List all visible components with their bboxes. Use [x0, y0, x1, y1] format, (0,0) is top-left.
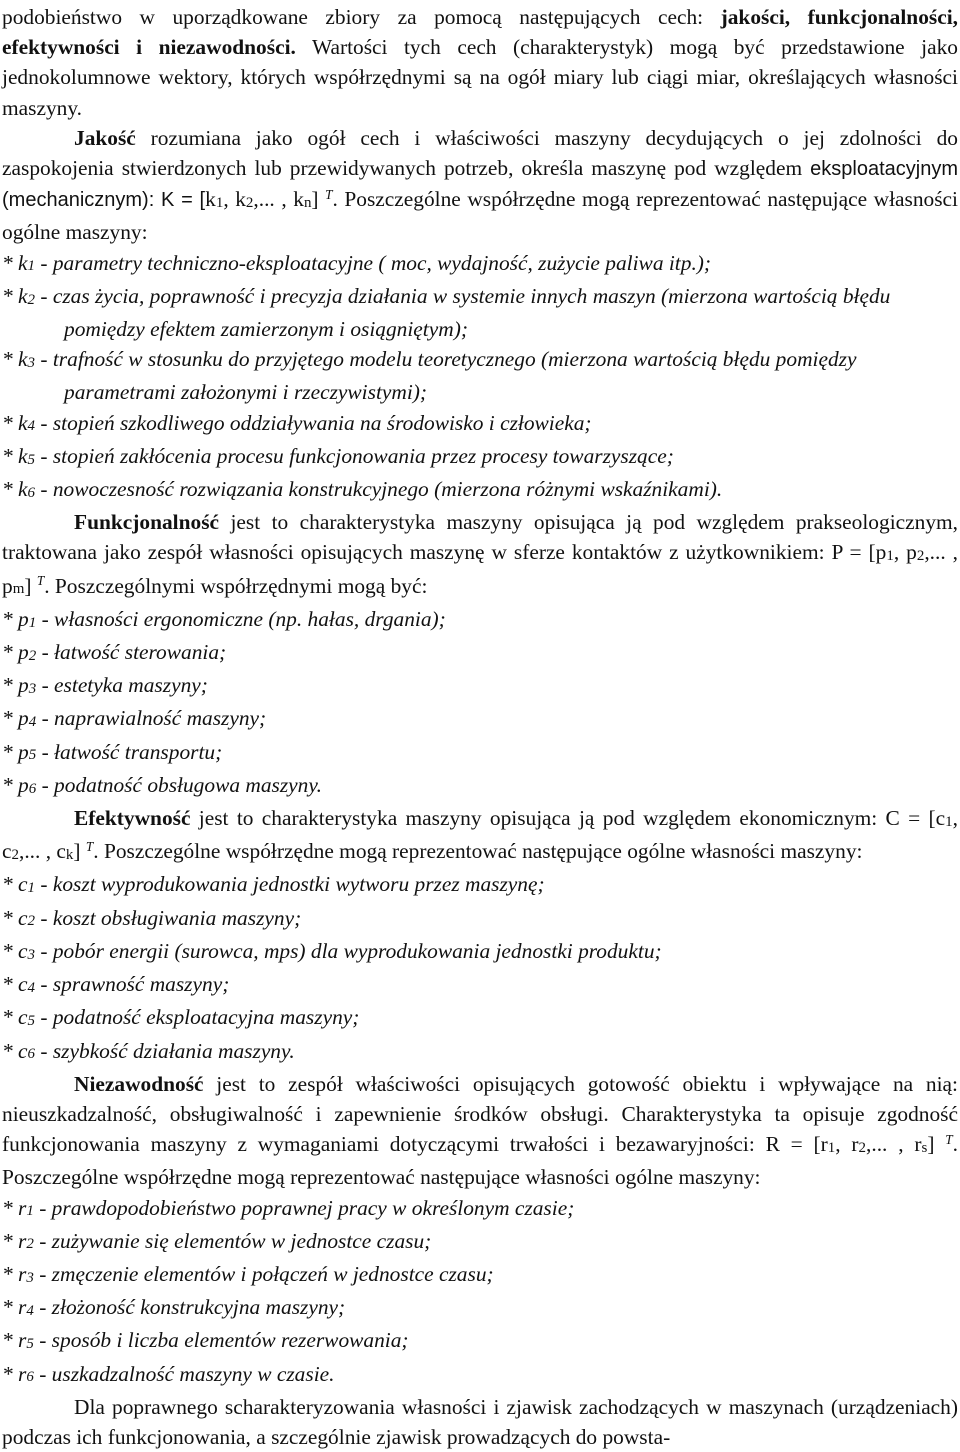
list-item: [2, 1193, 958, 1226]
list-item: [2, 936, 958, 969]
list-item: [2, 604, 958, 637]
efficiency-text-end: . Poszczególne współrzędne mogą reprezentować następujące ogólne własności maszyny:: [93, 839, 863, 864]
reliability-text-end: . Poszczególne współrzędne mogą reprezentować następujące własności ogólne maszyny:: [2, 1132, 958, 1190]
list-item-text: - sposób i liczba elementów rezerwowania;: [33, 1328, 409, 1353]
formula-part: ,... , r: [866, 1132, 922, 1157]
list-item-index: 6: [28, 780, 37, 797]
list-item-symbol: * p: [2, 606, 29, 631]
formula-transpose: T: [325, 186, 333, 202]
reliability-formula: [821, 1132, 953, 1156]
reliability-term: Niezawodność: [74, 1071, 204, 1096]
list-item-text: - koszt obsługiwania maszyny;: [35, 905, 302, 930]
intro-bold-features: jakości, funkcjonalności, efektywności i niezawodności.: [2, 5, 959, 60]
reliability-paragraph: [2, 1069, 958, 1193]
formula-index: 1: [945, 813, 953, 830]
list-item-text: - nowoczesność rozwiązania konstrukcyjnego (mierzona różnymi wskaźnikami).: [35, 477, 723, 502]
list-item-text: - własności ergonomiczne (np. hałas, drgania);: [36, 606, 446, 631]
functionality-paragraph: [2, 507, 958, 604]
list-item-text: - naprawialność maszyny;: [36, 706, 267, 731]
formula-index: 1: [215, 194, 224, 211]
list-item-symbol: * c: [2, 905, 28, 930]
list-item-index: 2: [27, 291, 36, 308]
quality-text-end: . Poszczególne współrzędne mogą reprezentować następujące własności ogólne maszyny:: [2, 187, 958, 245]
list-item: [2, 637, 958, 670]
list-item-index: 5: [26, 1336, 34, 1353]
list-item-text: - stopień szkodliwego oddziaływania na środowisko i człowieka;: [35, 410, 592, 435]
efficiency-term: Efektywność: [74, 806, 191, 831]
list-item-symbol: * k: [2, 477, 28, 502]
list-item: [2, 248, 958, 281]
list-item: [2, 969, 958, 1002]
intro-paragraph: [2, 2, 958, 123]
formula-index: 2: [245, 194, 254, 211]
list-item: [2, 281, 958, 344]
list-item-text: - pobór energii (surowca, mps) dla wyprodukowania jednostki produktu;: [35, 938, 662, 963]
list-item-index: 4: [27, 979, 36, 996]
formula-part: ]: [927, 1132, 946, 1157]
formula-part: ]: [24, 573, 37, 598]
list-item-symbol: * p: [2, 739, 29, 764]
list-item-symbol: * c: [2, 938, 28, 963]
list-item-text: - podatność obsługowa maszyny.: [36, 772, 323, 797]
list-item-index: 6: [26, 1369, 34, 1386]
list-item-index: 5: [27, 1013, 36, 1030]
list-item-index: 3: [27, 354, 36, 371]
formula-index: m: [12, 581, 25, 598]
list-item-index: 2: [27, 913, 36, 930]
formula-index: 2: [11, 847, 19, 864]
functionality-term: Funkcjonalność: [74, 510, 220, 535]
functionality-text: jest to charakterystyka maszyny opisująca ją pod względem prakseologicznym, traktowana jako zespół własności opisujących maszynę w sferze kontaktów z użytkownikiem: P = [: [2, 510, 958, 565]
closing-text: Dla poprawnego scharakteryzowania własności i zjawisk zachodzących w maszynach (urządzeniach) podczas ich funkcjonowania, a szczególnie zjawisk prowadzących do powsta-: [2, 1394, 958, 1449]
list-item-text: - stopień zakłócenia procesu funkcjonowania przez procesy towarzyszące;: [35, 443, 674, 468]
formula-index: 2: [916, 548, 925, 565]
list-item-text: - czas życia, poprawność i precyzja działania w systemie innych maszyn (mierzona wartością błędu pomiędzy efektem zamierzonym i osiągniętym);: [35, 283, 891, 342]
list-item-index: 6: [27, 484, 36, 501]
formula-transpose: T: [945, 1131, 953, 1147]
functionality-text-end: . Poszczególnymi współrzędnymi mogą być:: [44, 573, 428, 598]
list-item-text: - zużywanie się elementów w jednostce czasu;: [33, 1228, 432, 1253]
formula-part: , c: [2, 806, 958, 864]
quality-text: rozumiana jako ogół cech i właściwości maszyny decydujących o jej zdolności do zaspokojenia stwierdzonych lub przewidywanych potrzeb, określa maszynę pod względem: [2, 125, 958, 181]
list-item-text: - łatwość transportu;: [36, 739, 223, 764]
list-item-symbol: * p: [2, 640, 29, 665]
list-item-index: 5: [27, 451, 36, 468]
list-item-symbol: * r: [2, 1195, 27, 1220]
list-item-symbol: * r: [2, 1261, 27, 1286]
formula-part: ]: [311, 187, 326, 212]
formula-part: ,... , c: [18, 839, 66, 864]
list-item: [2, 703, 958, 736]
list-item-symbol: * c: [2, 1005, 28, 1030]
list-item-index: 3: [27, 946, 36, 963]
list-item-text: - sprawność maszyny;: [35, 972, 230, 997]
list-item: [2, 1036, 958, 1069]
list-item-text: - złożoność konstrukcyjna maszyny;: [33, 1295, 346, 1320]
formula-index: 1: [827, 1139, 836, 1156]
formula-part: , p: [893, 540, 917, 565]
formula-part: k: [205, 187, 216, 212]
list-item: [2, 1226, 958, 1259]
list-item-symbol: * p: [2, 706, 29, 731]
list-item-text: - estetyka maszyny;: [36, 673, 208, 698]
list-item-text: - parametry techniczno-eksploatacyjne ( moc, wydajność, zużycie paliwa itp.);: [35, 250, 712, 275]
list-item-text: - zmęczenie elementów i połączeń w jednostce czasu;: [33, 1261, 494, 1286]
list-item-symbol: * c: [2, 972, 28, 997]
formula-index: 2: [858, 1139, 867, 1156]
efficiency-paragraph: [2, 803, 958, 869]
list-item-symbol: * p: [2, 673, 29, 698]
list-item-symbol: * k: [2, 347, 28, 372]
formula-part: ,... , p: [2, 540, 959, 598]
quality-paragraph: [2, 123, 958, 248]
quality-formula: [205, 187, 332, 211]
list-item-symbol: * k: [2, 410, 28, 435]
list-item-text: - prawdopodobieństwo poprawnej pracy w określonym czasie;: [33, 1195, 575, 1220]
formula-transpose: T: [36, 573, 45, 589]
quality-text-sans: eksploatacyjnym (mechanicznym): K = [: [2, 158, 958, 212]
functionality-list: [2, 604, 958, 803]
list-item: [2, 474, 958, 507]
list-item-symbol: * k: [2, 250, 28, 275]
list-item: [2, 441, 958, 474]
list-item-index: 4: [28, 714, 37, 731]
list-item-index: 3: [26, 1269, 34, 1286]
list-item-text: - trafność w stosunku do przyjętego modelu teoretycznego (mierzona wartością błędu pomiędzy parametrami założonymi i rzeczywistymi);: [35, 347, 857, 405]
list-item-index: 1: [28, 614, 37, 631]
list-item-text: - koszt wyprodukowania jednostki wytworu przez maszynę;: [35, 872, 545, 897]
list-item: [2, 1325, 958, 1358]
list-item-index: 1: [27, 880, 36, 897]
list-item-symbol: * r: [2, 1361, 27, 1386]
list-item: [2, 344, 958, 407]
formula-part: , k: [223, 187, 246, 212]
formula-part: p: [875, 540, 887, 565]
list-item: [2, 770, 958, 803]
list-item-symbol: * r: [2, 1328, 27, 1353]
intro-text-cont: Wartości tych cech (charakterystyk) mogą być przedstawione jako jednokolumnowe wektory, których współrzędnymi są na ogół miary lub ciągi miar, określających własności maszyny.: [2, 35, 958, 120]
list-item: [2, 869, 958, 902]
list-item: [2, 903, 958, 936]
list-item: [2, 1259, 958, 1292]
efficiency-text: jest to charakterystyka maszyny opisująca ją pod względem ekonomicznym: C = [: [190, 806, 936, 831]
list-item-index: 1: [26, 1203, 34, 1220]
formula-part: ,... , k: [253, 187, 304, 212]
list-item: [2, 670, 958, 703]
list-item-index: 3: [28, 681, 37, 697]
list-item: [2, 1292, 958, 1325]
formula-part: r: [820, 1132, 828, 1157]
list-item-symbol: * k: [2, 283, 28, 308]
reliability-list: [2, 1193, 958, 1392]
intro-text: podobieństwo w uporządkowane zbiory za pomocą następujących cech:: [2, 5, 721, 29]
formula-part: c: [935, 806, 946, 831]
formula-index: s: [921, 1139, 928, 1156]
list-item-index: 2: [26, 1236, 34, 1253]
quality-list: [2, 248, 958, 508]
list-item: [2, 737, 958, 770]
list-item-symbol: * p: [2, 772, 29, 797]
list-item-text: - podatność eksploatacyjna maszyny;: [35, 1005, 360, 1030]
formula-index: 1: [886, 548, 894, 565]
reliability-text: jest to zespół właściwości opisujących gotowość obiektu i wpływające na nią: nieuszkadzalność, obsługiwalność i zapewnienie środków obsługi. Charakterystyka ta opisuje zgodność funkcjonowania maszyny z wymaganiami dotyczącymi trwałości i bezawaryjności: R = [: [2, 1071, 958, 1157]
efficiency-list: [2, 869, 958, 1068]
list-item-symbol: * c: [2, 1038, 28, 1063]
list-item-index: 2: [28, 647, 37, 664]
list-item: [2, 408, 958, 441]
formula-index: k: [65, 847, 74, 864]
list-item-symbol: * c: [2, 872, 28, 897]
list-item: [2, 1359, 958, 1392]
list-item-text: - uszkadzalność maszyny w czasie.: [33, 1361, 335, 1386]
list-item: [2, 1002, 958, 1035]
formula-transpose: T: [85, 838, 94, 854]
formula-part: ]: [73, 839, 86, 864]
list-item-index: 4: [26, 1302, 34, 1319]
formula-index: n: [303, 194, 312, 211]
list-item-symbol: * k: [2, 443, 28, 468]
closing-paragraph: [2, 1392, 958, 1452]
list-item-index: 1: [27, 258, 36, 275]
list-item-symbol: * r: [2, 1228, 27, 1253]
formula-part: , r: [835, 1132, 859, 1157]
quality-term: Jakość: [74, 125, 136, 150]
list-item-text: - szybkość działania maszyny.: [35, 1038, 295, 1063]
list-item-index: 6: [27, 1046, 36, 1063]
list-item-symbol: * r: [2, 1295, 27, 1320]
list-item-index: 5: [28, 747, 37, 764]
list-item-index: 4: [27, 418, 36, 435]
list-item-text: - łatwość sterowania;: [36, 640, 227, 665]
